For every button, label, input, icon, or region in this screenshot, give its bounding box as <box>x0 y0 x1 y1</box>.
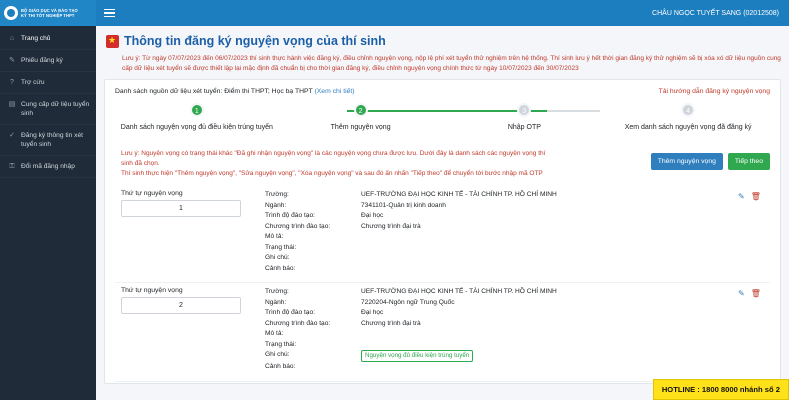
hamburger-bar <box>104 12 115 14</box>
field-label: Trạng thái: <box>265 340 297 348</box>
wish-order-caption: Thứ tự nguyện vọng <box>121 287 183 295</box>
check-icon: ✓ <box>9 132 15 139</box>
wish-field-note <box>265 253 738 264</box>
field-label: Trình độ đào tạo: <box>265 212 315 220</box>
sidebar-item-provide-admission-data[interactable] <box>0 94 96 125</box>
step-2-label: Thêm nguyện vọng <box>330 124 391 131</box>
home-icon: ⌂ <box>9 35 15 42</box>
wish-order-input[interactable] <box>121 200 241 217</box>
field-value: UEF-TRƯỜNG ĐẠI HỌC KINH TẾ - TÀI CHÍNH TP. HỒ CHÍ MINH <box>361 288 557 296</box>
field-label: Ghi chú: <box>265 351 290 359</box>
note-line-1: Lưu ý: Nguyện vọng có trạng thái khác "Đã ghi nhận nguyện vọng" là các nguyện vọng chưa được lưu. Dưới đây là danh sách các nguyện vọng thí <box>121 150 546 157</box>
page-title-text: Thông tin đăng ký nguyện vọng của thí sinh <box>124 34 386 48</box>
field-label: Trạng thái: <box>265 243 297 251</box>
data-source-text-wrap <box>115 88 355 95</box>
field-label: Trường: <box>265 288 289 296</box>
step-4-view-registered-wishlist[interactable] <box>606 101 770 132</box>
step-4-dot: 4 <box>681 103 695 117</box>
note-and-actions <box>115 149 770 178</box>
top-bar <box>0 0 789 26</box>
database-icon: ▤ <box>8 101 16 108</box>
field-value: Chương trình đại trà <box>361 222 421 230</box>
wish-actions <box>738 190 770 201</box>
wizard-stepper <box>115 101 770 143</box>
field-label: Cảnh báo: <box>265 363 296 371</box>
step-1-label: Danh sách nguyện vọng đủ điều kiện trúng tuyển <box>120 124 273 131</box>
step-1-eligible-wishlist[interactable] <box>115 101 279 132</box>
wishlist-note <box>115 149 643 178</box>
field-value: UEF-TRƯỜNG ĐẠI HỌC KINH TẾ - TÀI CHÍNH TP. HỒ CHÍ MINH <box>361 191 557 199</box>
wish-field-program <box>265 319 738 330</box>
wishlist-row <box>115 186 770 282</box>
wish-info <box>265 287 738 373</box>
field-label: Trình độ đào tạo: <box>265 309 315 317</box>
trash-icon[interactable]: 🗑 <box>750 192 761 202</box>
sidebar-item-label: Trang chủ <box>21 35 51 42</box>
step-2-dot: 2 <box>354 103 368 117</box>
status-badge: Nguyện vọng đủ điều kiện trúng tuyển <box>361 350 473 362</box>
step-3-dot: 3 <box>517 103 531 117</box>
wishlist-row <box>115 282 770 381</box>
page-body <box>0 26 789 400</box>
field-label: Cảnh báo: <box>265 264 296 272</box>
field-label: Chương trình đào tạo: <box>265 222 331 230</box>
brand-line-2: KỲ THI TỐT NGHIỆP THPT <box>21 13 75 18</box>
wish-field-status <box>265 243 738 254</box>
page-title <box>106 34 781 48</box>
note-line-2: sinh đã chọn. <box>121 159 160 167</box>
wish-field-description <box>265 232 738 243</box>
sidebar-item-help[interactable] <box>0 72 96 94</box>
important-notice: Lưu ý: Từ ngày 07/07/2023 đến 06/07/2023 thí sinh thực hành việc đăng ký, điều chỉnh nguyện vọng, nộp lệ phí xét tuyển thử nghiệm trên hệ thống. Thí sinh lưu ý hết thời gian đăng ký thử nghiệm sẽ bị xóa xó dữ liệu nguồn cung cấp dữ liệu xét tuyển sẽ được thiết lập lại mặc định đã chuẩn bị cho thời gian đăng ký, điều chỉnh nguyện vọng chính thức từ ngày 10/07/2023 đến 30/07/2023 <box>122 55 781 72</box>
wish-field-level <box>265 211 738 222</box>
wishlist <box>115 186 770 384</box>
edit-icon[interactable]: ✎ <box>738 289 745 299</box>
field-label: Chương trình đào tạo: <box>265 319 331 327</box>
wish-field-school <box>265 287 738 298</box>
hamburger-bar <box>104 9 115 11</box>
step-1-dot: 1 <box>190 103 204 117</box>
wish-order-cell <box>115 287 265 314</box>
download-guide-link[interactable]: Tải hướng dẫn đăng ký nguyện vọng <box>658 88 770 95</box>
step-3-label: Nhập OTP <box>507 124 541 131</box>
field-value: 7220204-Ngôn ngữ Trung Quốc <box>361 298 455 306</box>
step-2-add-wish[interactable] <box>279 101 443 132</box>
wish-field-description <box>265 329 738 340</box>
wish-field-major <box>265 201 738 212</box>
main-content <box>96 26 789 400</box>
wish-order-caption: Thứ tự nguyện vọng <box>121 190 183 198</box>
brand-text-wrap <box>21 8 78 19</box>
wish-field-warning <box>265 362 738 373</box>
brand-block <box>0 0 96 26</box>
action-buttons <box>651 149 770 170</box>
sidebar-item-home[interactable] <box>0 28 96 50</box>
wish-field-note <box>265 350 738 362</box>
note-line-3: Thí sinh thực hiện "Thêm nguyện vọng", "Sửa nguyện vọng", "Xóa nguyện vọng" và sau đó ấn nhấn "Tiếp theo" để chuyển tới bước nhập mã OTP <box>121 169 543 177</box>
field-label: Mô tả: <box>265 233 284 241</box>
wish-field-level <box>265 308 738 319</box>
sidebar-item-register-admission-info[interactable] <box>0 125 96 156</box>
edit-icon[interactable]: ✎ <box>738 192 745 202</box>
wish-actions <box>738 287 770 298</box>
field-value: Chương trình đại trà <box>361 319 421 327</box>
view-detail-link[interactable]: (Xem chi tiết) <box>314 88 355 95</box>
field-value: Đại học <box>361 212 384 220</box>
ministry-logo-icon <box>4 6 18 20</box>
hamburger-icon[interactable] <box>96 0 122 26</box>
sidebar-item-label: Đăng ký thông tin xét tuyển sinh <box>21 132 83 148</box>
field-value: 7341101-Quản trị kinh doanh <box>361 201 446 209</box>
sidebar-item-label: Cung cấp dữ liệu tuyển sinh <box>21 101 90 117</box>
trash-icon[interactable]: 🗑 <box>750 289 761 299</box>
field-label: Mô tả: <box>265 330 284 338</box>
wish-field-program <box>265 222 738 233</box>
field-label: Ngành: <box>265 201 287 209</box>
data-source-label: Danh sách nguồn dữ liệu xét tuyển: Điểm thi THPT; Học bạ THPT <box>115 88 313 95</box>
wish-order-cell <box>115 190 265 217</box>
wish-order-input[interactable] <box>121 297 241 314</box>
vietnam-flag-icon <box>106 35 119 48</box>
key-icon: ⚿ <box>9 163 15 170</box>
stepper-steps <box>115 101 770 132</box>
wish-field-warning <box>265 264 738 275</box>
user-account-label[interactable]: CHÂU NGỌC TUYẾT SANG (02012508) <box>652 9 779 17</box>
wish-field-major <box>265 298 738 309</box>
next-step-button[interactable]: Tiếp theo <box>728 153 770 170</box>
field-label: Ngành: <box>265 298 287 306</box>
wish-info <box>265 190 738 274</box>
data-source-row <box>115 88 770 95</box>
sidebar <box>0 26 96 400</box>
field-label: Ghi chú: <box>265 254 290 262</box>
sidebar-item-registration-form[interactable] <box>0 50 96 72</box>
sidebar-item-label: Phiếu đăng ký <box>21 57 63 64</box>
wish-field-status <box>265 340 738 351</box>
field-label: Trường: <box>265 191 289 199</box>
step-3-enter-otp[interactable] <box>443 101 607 132</box>
step-4-label: Xem danh sách nguyện vọng đã đăng ký <box>624 124 752 131</box>
wish-field-school <box>265 190 738 201</box>
sidebar-item-label: Trợ cứu <box>21 79 45 86</box>
hotline-banner: HOTLINE : 1800 8000 nhánh số 2 <box>653 379 789 400</box>
hamburger-bar <box>104 16 115 18</box>
sidebar-item-change-password[interactable] <box>0 156 96 178</box>
field-value: Đại học <box>361 309 384 317</box>
sidebar-item-label: Đổi mã đăng nhập <box>21 163 75 170</box>
wishlist-card <box>104 79 781 384</box>
help-icon: ? <box>10 79 14 86</box>
add-wish-button[interactable]: Thêm nguyện vọng <box>651 153 723 170</box>
edit-icon: ✎ <box>9 57 15 64</box>
brand-line-1: BỘ GIÁO DỤC VÀ ĐÀO TẠO <box>21 7 78 13</box>
guide-link-wrap <box>659 88 770 95</box>
